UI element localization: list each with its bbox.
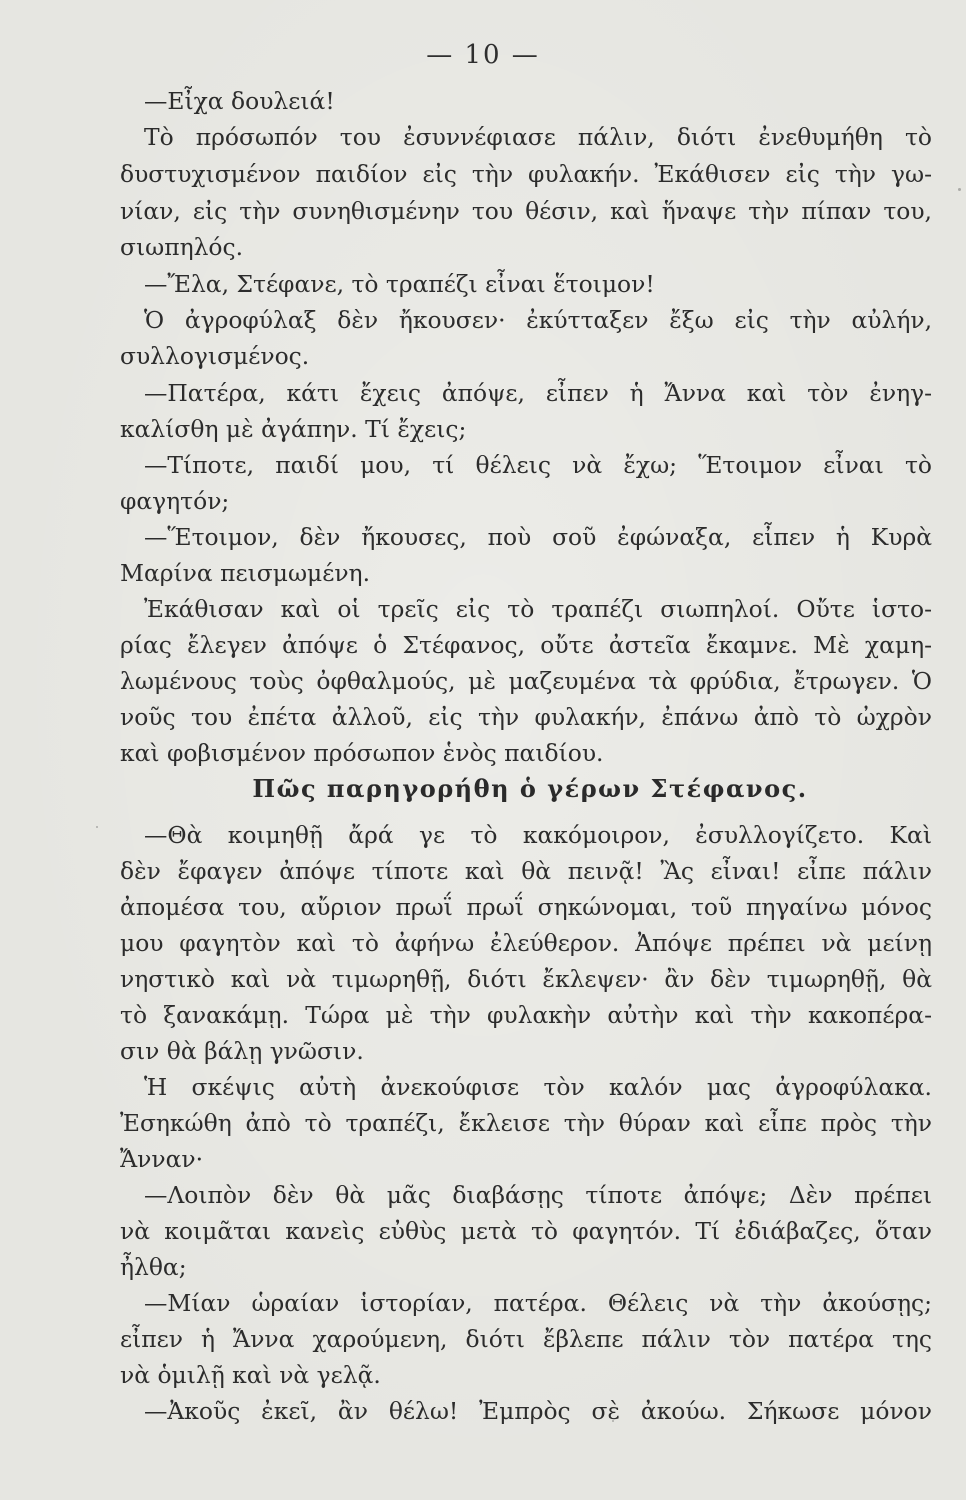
page-number: — 10 — [426, 40, 540, 70]
text-line: —Ἔλα, Στέφανε, τὸ τραπέζι εἶναι ἕτοιμον! [144, 270, 655, 298]
text-line: νὰ κοιμᾶται κανεὶς εὐθὺς μετὰ τὸ φαγητόν. Τί ἐδιάβαζες, ὅταν [120, 1217, 932, 1245]
text-line: σιωπηλός. [120, 233, 244, 261]
text-line: νὰ ὁμιλῇ καὶ νὰ γελᾷ. [120, 1361, 381, 1389]
text-line: Ἐκάθισαν καὶ οἱ τρεῖς εἰς τὸ τραπέζι σιωπηλοί. Οὔτε ἱστο- [144, 595, 932, 623]
text-line: τὸ ξανακάμῃ. Τώρα μὲ τὴν φυλακὴν αὐτὴν καὶ τὴν κακοπέρα- [120, 1001, 932, 1029]
text-line: —Ἀκοῦς ἐκεῖ, ἂν θέλω! Ἐμπρὸς σὲ ἀκούω. Σήκωσε μόνον [144, 1397, 932, 1425]
text-line: Μαρίνα πεισμωμένη. [120, 559, 371, 587]
text-line: μου φαγητὸν καὶ τὸ ἀφήνω ἐλεύθερον. Ἀπόψε πρέπει νὰ μείνῃ [120, 929, 932, 957]
text-line: —Ἕτοιμον, δὲν ἤκουσες, ποὺ σοῦ ἐφώναξα, εἶπεν ἡ Κυρὰ [144, 523, 932, 551]
text-line: νοῦς του ἐπέτα ἀλλοῦ, εἰς τὴν φυλακήν, ἐπάνω ἀπὸ τὸ ὠχρὸν [120, 703, 932, 731]
text-line: δὲν ἔφαγεν ἀπόψε τίποτε καὶ θὰ πεινᾷ! Ἂς εἶναι! εἶπε πάλιν [120, 857, 932, 885]
text-line: νίαν, εἰς τὴν συνηθισμένην του θέσιν, καὶ ἥναψε τὴν πίπαν του, [120, 197, 932, 225]
text-line: Τὸ πρόσωπόν του ἐσυννέφιασε πάλιν, διότι ἐνεθυμήθη τὸ [144, 123, 932, 151]
text-line: —Εἶχα δουλειά! [144, 87, 335, 115]
text-line: συλλογισμένος. [120, 342, 310, 370]
section-heading: Πῶς παρηγορήθη ὁ γέρων Στέφανος. [252, 774, 808, 803]
text-line: νηστικὸ καὶ νὰ τιμωρηθῇ, διότι ἔκλεψεν· ἂν δὲν τιμωρηθῇ, θὰ [120, 965, 932, 993]
text-line: σιν θὰ βάλῃ γνῶσιν. [120, 1037, 364, 1065]
text-line: —Πατέρα, κάτι ἔχεις ἀπόψε, εἶπεν ἡ Ἄννα καὶ τὸν ἐνηγ- [144, 379, 932, 407]
text-line: φαγητόν; [120, 487, 230, 515]
text-line: καλίσθη μὲ ἀγάπην. Τί ἔχεις; [120, 415, 467, 443]
text-line: ἀπομέσα του, αὔριον πρωΐ πρωΐ σηκώνομαι, τοῦ πηγαίνω μόνος [120, 893, 932, 921]
text-line: λωμένους τοὺς ὀφθαλμούς, μὲ μαζευμένα τὰ φρύδια, ἔτρωγεν. Ὁ [120, 667, 932, 695]
text-line: —Θὰ κοιμηθῇ ἄρά γε τὸ κακόμοιρον, ἐσυλλογίζετο. Καὶ [144, 821, 932, 849]
text-line: καὶ φοβισμένον πρόσωπον ἑνὸς παιδίου. [120, 739, 604, 767]
text-line: ρίας ἔλεγεν ἀπόψε ὁ Στέφανος, οὔτε ἀστεῖα ἔκαμνε. Μὲ χαμη- [120, 631, 932, 659]
print-speck [958, 188, 961, 191]
text-line: Ἐσηκώθη ἀπὸ τὸ τραπέζι, ἔκλεισε τὴν θύραν καὶ εἶπε πρὸς τὴν [120, 1109, 932, 1137]
text-line: Ἄνναν· [120, 1145, 204, 1173]
text-line: εἶπεν ἡ Ἄννα χαρούμενη, διότι ἔβλεπε πάλιν τὸν πατέρα της [120, 1325, 932, 1353]
text-line: —Μίαν ὡραίαν ἱστορίαν, πατέρα. Θέλεις νὰ τὴν ἀκούσῃς; [144, 1289, 932, 1317]
text-line: —Τίποτε, παιδί μου, τί θέλεις νὰ ἔχω; Ἕτοιμον εἶναι τὸ [144, 451, 932, 479]
print-speck [612, 1420, 614, 1422]
text-line: —Λοιπὸν δὲν θὰ μᾶς διαβάσῃς τίποτε ἀπόψε; Δὲν πρέπει [144, 1181, 932, 1209]
text-line: ἦλθα; [120, 1253, 187, 1281]
text-line: δυστυχισμένον παιδίον εἰς τὴν φυλακήν. Ἐκάθισεν εἰς τὴν γω- [120, 160, 932, 188]
text-line: Ὁ ἀγροφύλαξ δὲν ἤκουσεν· ἐκύτταξεν ἔξω εἰς τὴν αὐλήν, [144, 306, 932, 334]
text-line: Ἡ σκέψις αὐτὴ ἀνεκούφισε τὸν καλόν μας ἀγροφύλακα. [144, 1073, 932, 1101]
print-speck [96, 826, 98, 828]
